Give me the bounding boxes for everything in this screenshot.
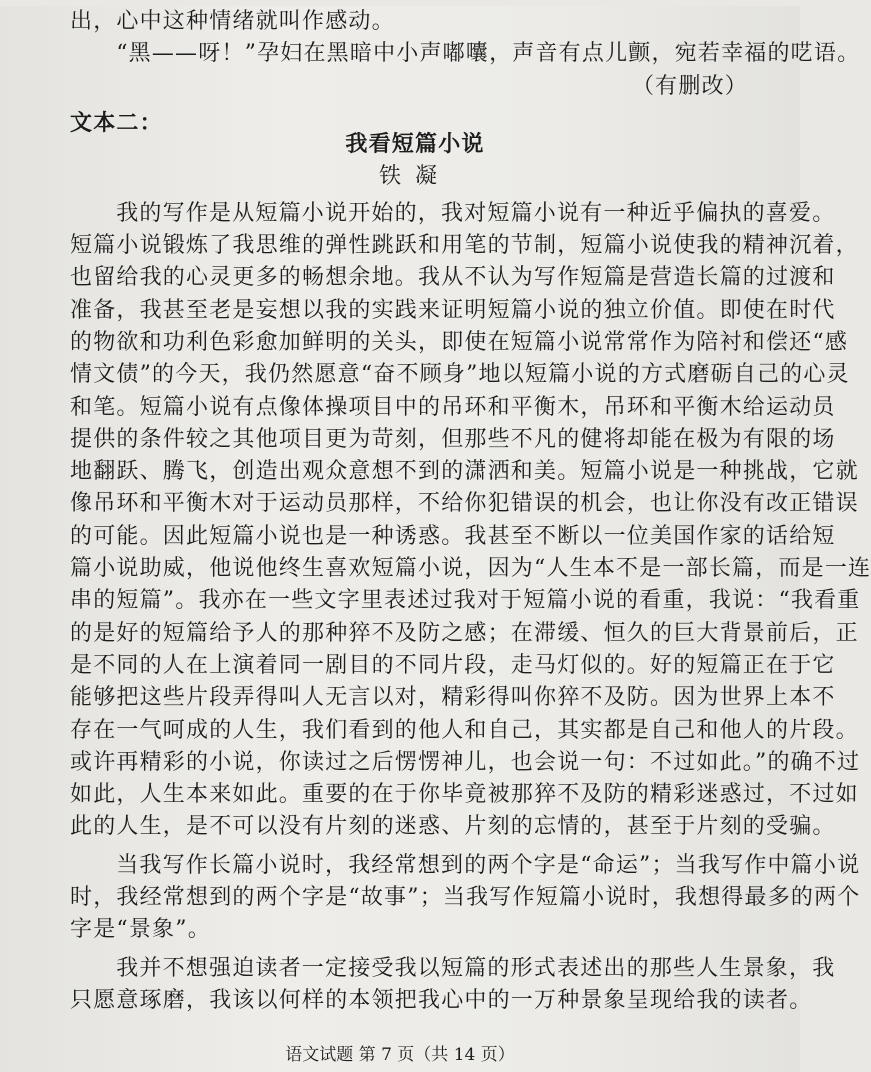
body-line: 我的写作是从短篇小说开始的，我对短篇小说有一种近乎偏执的喜爱。 <box>116 200 836 226</box>
exam-page <box>0 6 871 1072</box>
body-line: 只愿意琢磨，我该以何样的本领把我心中的一万种景象呈现给我的读者。 <box>70 987 813 1013</box>
body-line: 的物欲和功利色彩愈加鲜明的关头，即使在短篇小说常常作为陪衬和偿还“感 <box>70 329 849 355</box>
body-line: 短篇小说锻炼了我思维的弹性跳跃和用笔的节制，短篇小说使我的精神沉着， <box>70 233 859 259</box>
body-line: 字是“景象”。 <box>70 917 211 943</box>
source-note: （有删改） <box>631 73 748 99</box>
body-line: 能够把这些片段弄得叫人无言以对，精彩得叫你猝不及防。因为世界上本不 <box>70 685 836 711</box>
body-line: 的是好的短篇给予人的那种猝不及防之感；在滞缓、恒久的巨大背景前后，正 <box>70 620 859 646</box>
body-line: 时，我经常想到的两个字是“故事”；当我写作短篇小说时，我想得最多的两个 <box>70 885 861 911</box>
paragraph-1 <box>70 198 871 844</box>
page-footer: 语文试题 第 7 页（共 14 页） <box>285 1045 515 1065</box>
body-line: 准备，我甚至老是妄想以我的实践来证明短篇小说的独立价值。即使在时代 <box>70 297 836 323</box>
body-line: 地翻跃、腾飞，创造出观众意想不到的潇洒和美。短篇小说是一种挑战，它就 <box>70 459 859 485</box>
body-line: 篇小说助威，他说他终生喜欢短篇小说，因为“人生本不是一部长篇，而是一连 <box>70 556 871 582</box>
body-line: 和笔。短篇小说有点像体操项目中的吊环和平衡木，吊环和平衡木给运动员 <box>70 394 836 420</box>
body-line: 如此，人生本来如此。重要的在于你毕竟被那猝不及防的精彩迷惑过，不过如 <box>70 782 859 808</box>
body-line: 此的人生，是不可以没有片刻的迷惑、片刻的忘情的，甚至于片刻的受骗。 <box>70 814 836 840</box>
paragraph-3 <box>70 953 836 1018</box>
body-line: 我并不想强迫读者一定接受我以短篇的形式表述出的那些人生景象，我 <box>116 955 836 981</box>
body-line: 像吊环和平衡木对于运动员那样，不给你犯错误的机会，也让你没有改正错误 <box>70 491 859 517</box>
section-label: 文本二： <box>70 109 163 136</box>
body-line: 或许再精彩的小说，你读过之后愣愣神儿，也会说一句：不过如此。”的确不过 <box>70 749 861 775</box>
body-line: 存在一气呵成的人生，我们看到的他人和自己，其实都是自己和他人的片段。 <box>70 717 859 743</box>
body-line: 的可能。因此短篇小说也是一种诱惑。我甚至不断以一位美国作家的话给短 <box>70 523 836 549</box>
text1-tail-line: “黑——呀！”孕妇在黑暗中小声嘟囔，声音有点儿颤，宛若幸福的呓语。 <box>116 41 861 67</box>
body-line: 提供的条件较之其他项目更为苛刻，但那些不凡的健将却能在极为有限的场 <box>70 426 836 452</box>
paragraph-2 <box>70 850 861 947</box>
author-name: 铁凝 <box>378 164 451 190</box>
body-line: 情文债”的今天，我仍然愿意“奋不顾身”地以短篇小说的方式磨砺自己的心灵 <box>70 362 850 388</box>
body-line: 当我写作长篇小说时，我经常想到的两个字是“命运”；当我写作中篇小说 <box>116 852 861 878</box>
essay-title: 我看短篇小说 <box>345 132 485 158</box>
body-line: 也留给我的心灵更多的畅想余地。我从不认为写作短篇是营造长篇的过渡和 <box>70 265 836 291</box>
body-line: 是不同的人在上演着同一剧目的不同片段，走马灯似的。好的短篇正在于它 <box>70 652 836 678</box>
body-line: 串的短篇”。我亦在一些文字里表述过我对于短篇小说的看重，我说：“我看重 <box>70 588 861 614</box>
text1-tail-line: 出，心中这种情绪就叫作感动。 <box>70 9 395 34</box>
